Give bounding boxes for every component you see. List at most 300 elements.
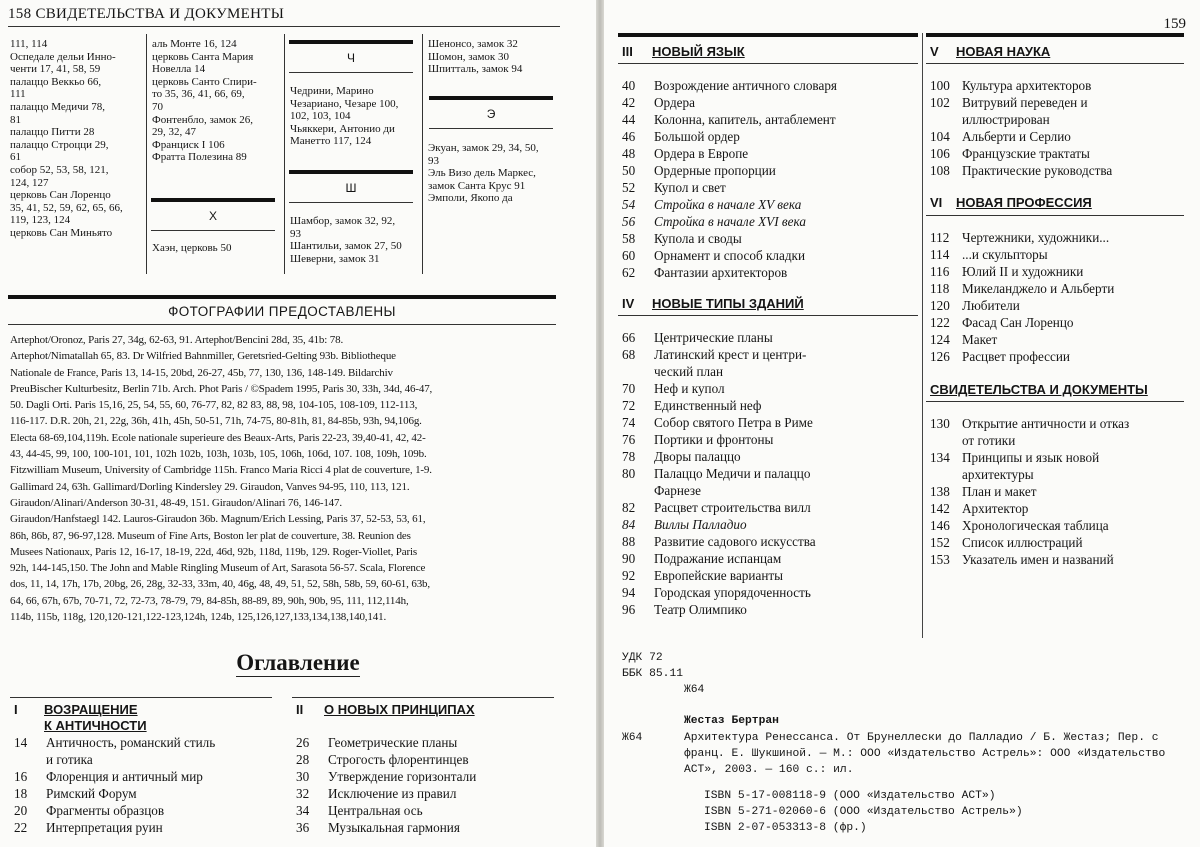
book-description-line-1: Архитектура Ренессанса. От Брунеллески до Палладио / Б. Жестаз; Пер. с — [684, 732, 1159, 744]
toc-entry — [14, 802, 276, 819]
toc-page-number: 130 — [930, 416, 950, 431]
toc-page-number: 138 — [930, 484, 950, 499]
toc-entry-title: Стройка в начале XVI века — [654, 214, 806, 229]
toc-page-number: 88 — [622, 534, 636, 549]
toc-list-chapter-3 — [622, 77, 922, 281]
toc-entry-title: Центральная ось — [328, 803, 423, 818]
column-divider — [922, 33, 923, 638]
toc-entry-title: Орнамент и способ кладки — [654, 248, 805, 263]
column-divider — [284, 34, 285, 274]
toc-entry-title: Античность, романский стиль — [46, 735, 216, 750]
isbn-line-2: ISBN 5-271-02060-6 (ООО «Издательство Астрель») — [704, 806, 1023, 818]
text-line: 70 — [152, 100, 163, 113]
toc-entry — [622, 550, 922, 567]
text-line: 93 — [290, 227, 301, 240]
toc-entry-title: Витрувий переведен и — [962, 95, 1088, 110]
toc-page-number: 62 — [622, 265, 636, 280]
toc-entry — [930, 94, 1188, 111]
book-description-line-3: АСТ», 2003. — 160 с.: ил. — [684, 764, 854, 776]
toc-entry-title: Чертежники, художники... — [962, 230, 1110, 245]
letter-heading-ch: Ч — [289, 40, 413, 73]
text-line: Electa 68-69,104,119h. Ecole nationale superieure des Beaux-Arts, Paris 22-23, 39,40-41, 42, 42- — [10, 431, 426, 444]
toc-entry — [622, 111, 922, 128]
photo-section-rule — [8, 324, 556, 325]
text-line: Чезариано, Чезаре 100, — [290, 97, 399, 110]
toc-entry — [622, 499, 922, 516]
toc-entry — [622, 329, 922, 346]
toc-entry — [14, 768, 276, 785]
toc-page-number — [930, 432, 962, 449]
photo-credits — [10, 332, 554, 625]
text-line: замок Санта Крус 91 — [428, 179, 526, 192]
text-line: Шенонсо, замок 32 — [428, 38, 518, 50]
text-line: Giraudon/Hanfstaegl 142. Lauros-Giraudon 36b. Magnum/Erich Lessing, Paris 37, 52-53, 53, 61, — [10, 513, 426, 526]
toc-entry — [622, 128, 922, 145]
toc-entry-title: иллюстрирован — [962, 112, 1050, 127]
text-line: палаццо Медичи 78, — [10, 100, 106, 113]
toc-entry-title: Указатель имен и названий — [962, 552, 1114, 567]
toc-page-number: 58 — [622, 231, 636, 246]
chapter-5-heading: V НОВАЯ НАУКА — [930, 44, 1051, 59]
index-column-3 — [290, 85, 418, 148]
text-line: палаццо Строцци 29, — [10, 138, 109, 151]
toc-list-chapter-2 — [296, 734, 558, 836]
toc-entry — [296, 734, 558, 751]
toc-page-number: 96 — [622, 602, 636, 617]
chapter-rule — [292, 697, 554, 698]
text-line: церковь Сан Миньято — [10, 226, 113, 239]
toc-entry — [930, 145, 1188, 162]
text-line: Artephot/Nimatallah 65, 83. Dr Wilfried Bahnmiller, Geretsried-Gelting 93b. Bibliotheque — [10, 350, 396, 363]
toc-entry — [930, 483, 1188, 500]
toc-page-number: 18 — [14, 786, 28, 801]
toc-entry-title: от готики — [962, 433, 1016, 448]
letter-heading-kh: Х — [151, 198, 275, 231]
text-line: Шомон, замок 30 — [428, 50, 510, 63]
chapter-rule — [926, 63, 1184, 64]
toc-page-number: 116 — [930, 264, 950, 279]
toc-entry — [622, 516, 922, 533]
text-line: Шантильи, замок 27, 50 — [290, 240, 402, 253]
toc-page-number: 68 — [622, 347, 636, 362]
toc-entry — [622, 397, 922, 414]
isbn-line-3: ISBN 2-07-053313-8 (фр.) — [704, 822, 867, 834]
toc-page-number: 50 — [622, 163, 636, 178]
toc-entry — [930, 534, 1188, 551]
index-column-1 — [10, 38, 138, 240]
toc-page-number: 28 — [296, 752, 310, 767]
toc-page-number: 104 — [930, 129, 950, 144]
index-column-2 — [152, 38, 280, 164]
toc-entry — [930, 314, 1188, 331]
toc-entry — [622, 230, 922, 247]
toc-page-number: 16 — [14, 769, 28, 784]
text-line: палаццо Питти 28 — [10, 126, 95, 139]
toc-entry — [930, 348, 1188, 365]
toc-entry — [622, 465, 922, 482]
toc-entry-title: Колонна, капитель, антаблемент — [654, 112, 836, 127]
toc-entry — [930, 466, 1188, 483]
toc-entry-title: Подражание испанцам — [654, 551, 782, 566]
toc-entry — [930, 263, 1188, 280]
header-rule — [8, 26, 560, 27]
toc-entry — [622, 346, 922, 363]
toc-page-number: 82 — [622, 500, 636, 515]
toc-entry-title: Практические руководства — [962, 163, 1113, 178]
toc-list-chapter-5 — [930, 77, 1188, 179]
text-line: Экуан, замок 29, 34, 50, — [428, 142, 539, 154]
toc-entry-title: Фрагменты образцов — [46, 803, 165, 818]
toc-entry-title: Стройка в начале XV века — [654, 197, 802, 212]
section-bar — [618, 33, 918, 37]
toc-entry-title: Римский Форум — [46, 786, 137, 801]
text-line: Шпитталь, замок 94 — [428, 63, 523, 76]
toc-entry-title: Альберти и Серлио — [962, 129, 1071, 144]
author-code-2: Ж64 — [622, 732, 643, 744]
toc-entry-title: Купола и своды — [654, 231, 742, 246]
toc-entry-title: Неф и купол — [654, 381, 725, 396]
toc-page-number — [930, 466, 962, 483]
column-divider — [422, 34, 423, 274]
toc-page-number: 124 — [930, 332, 950, 347]
toc-page-number: 44 — [622, 112, 636, 127]
index-column-3-bottom — [290, 215, 418, 265]
toc-page-number: 36 — [296, 820, 310, 835]
text-line: собор 52, 53, 58, 121, — [10, 163, 109, 176]
toc-page-number: 76 — [622, 432, 636, 447]
text-line: 50. Dagli Orti. Paris 15,16, 25, 54, 55, 60, 76-77, 82, 82 83, 88, 98, 104-105, 108-109, 112-113, — [10, 399, 418, 412]
toc-page-number: 48 — [622, 146, 636, 161]
toc-entry — [930, 500, 1188, 517]
text-line: 93 — [428, 154, 439, 167]
toc-entry-title: Фарнезе — [654, 483, 701, 498]
text-line: 64, 66, 67h, 67b, 70-71, 72, 72-73, 78-79, 79, 84-85h, 88-89, 89, 90h, 90b, 95, 111, 112,114h, — [10, 594, 409, 607]
chapter-7-heading: СВИДЕТЕЛЬСТВА И ДОКУМЕНТЫ — [930, 382, 1148, 397]
text-line: 111, 114 — [10, 38, 48, 50]
toc-page-number — [14, 751, 46, 768]
text-line: Giraudon/Alinari/Anderson 30-31, 48-49, 151. Giraudon/Alinari 76, 146-147. — [10, 496, 342, 509]
toc-page-number: 108 — [930, 163, 950, 178]
toc-page-number: 14 — [14, 735, 28, 750]
toc-entry — [296, 768, 558, 785]
toc-entry — [930, 246, 1188, 263]
toc-entry-title: Виллы Палладио — [654, 517, 747, 532]
toc-entry-title: архитектуры — [962, 467, 1034, 482]
toc-entry — [14, 734, 276, 751]
toc-entry — [14, 819, 276, 836]
toc-page-number: 60 — [622, 248, 636, 263]
toc-entry-title: Единственный неф — [654, 398, 762, 413]
toc-page-number: 46 — [622, 129, 636, 144]
text-line: Gallimard 24, 63h. Gallimard/Dorling Kindersley 29. Giraudon, Vanves 94-95, 110, 113, 121. — [10, 480, 410, 493]
toc-entry — [622, 264, 922, 281]
toc-page-number: 70 — [622, 381, 636, 396]
toc-page-number: 92 — [622, 568, 636, 583]
text-line: церковь Сан Лоренцо — [10, 189, 111, 202]
text-line: 81 — [10, 113, 21, 126]
photo-credits-title: ФОТОГРАФИИ ПРЕДОСТАВЛЕНЫ — [168, 304, 396, 319]
toc-entry-title: Расцвет строительства вилл — [654, 500, 811, 515]
toc-entry-title: Интерпретация руин — [46, 820, 163, 835]
text-line: аль Монте 16, 124 — [152, 38, 237, 50]
section-bar — [926, 33, 1184, 37]
toc-entry-title: Ордера — [654, 95, 695, 110]
text-line: Манетто 117, 124 — [290, 135, 372, 148]
toc-page-number: 120 — [930, 298, 950, 313]
toc-entry — [296, 785, 558, 802]
toc-entry — [622, 247, 922, 264]
text-line: 114b, 115b, 118g, 120,120-121,122-123,124h, 124b, 125,126,127,133,134,138,140,141. — [10, 611, 387, 624]
toc-entry-title: Латинский крест и центри- — [654, 347, 807, 362]
text-line: 92h, 144-145,150. The John and Mable Ringling Museum of Art, Sarasota 56-57. Scala, Florence — [10, 562, 426, 575]
toc-entry — [930, 297, 1188, 314]
toc-page-number: 126 — [930, 349, 950, 364]
text-line: палаццо Веккьо 66, — [10, 75, 102, 88]
toc-entry — [930, 432, 1188, 449]
chapter-rule — [618, 63, 918, 64]
chapter-4-heading: IV НОВЫЕ ТИПЫ ЗДАНИЙ — [622, 296, 804, 311]
text-line: 111 — [10, 88, 26, 101]
toc-page-number: 114 — [930, 247, 950, 262]
author-code: Ж64 — [684, 684, 705, 696]
isbn-line-1: ISBN 5-17-008118-9 (ООО «Издательство АСТ») — [704, 790, 996, 802]
text-line: Оспедале дельи Инно- — [10, 50, 116, 63]
toc-entry-title: Возрождение античного словаря — [654, 78, 837, 93]
toc-page-number: 54 — [622, 197, 636, 212]
toc-entry-title: Ордера в Европе — [654, 146, 749, 161]
toc-entry — [14, 751, 276, 768]
toc-entry-title: Исключение из правил — [328, 786, 457, 801]
letter-heading-e: Э — [429, 96, 553, 129]
index-column-4-bottom — [428, 142, 556, 205]
toc-entry-title: Хронологическая таблица — [962, 518, 1109, 533]
text-line: Эмполи, Якопо да — [428, 192, 513, 205]
text-line: Фонтенбло, замок 26, — [152, 113, 253, 126]
toc-page-number: 66 — [622, 330, 636, 345]
book-description-line-2: франц. Е. Шукшиной. — М.: ООО «Издательство Астрель»: ООО «Издательство — [684, 748, 1166, 760]
text-line: PreuBischer Kulturbesitz, Berlin 71b. Arch. Phot Paris / ©Spadem 1995, Paris 30, 33h, 34d, 46-47, — [10, 382, 433, 395]
toc-entry — [622, 162, 922, 179]
chapter-rule — [926, 215, 1184, 216]
chapter-rule — [618, 315, 918, 316]
toc-entry-title: Развитие садового искусства — [654, 534, 816, 549]
toc-entry — [14, 785, 276, 802]
left-page — [0, 0, 596, 847]
toc-entry-title: Строгость флорентинцев — [328, 752, 469, 767]
text-line: 61 — [10, 151, 21, 164]
text-line: церковь Санто Спири- — [152, 75, 257, 88]
toc-list-chapter-6 — [930, 229, 1188, 365]
chapter-6-heading: VI НОВАЯ ПРОФЕССИЯ — [930, 195, 1092, 210]
toc-entry — [622, 584, 922, 601]
toc-entry — [622, 94, 922, 111]
toc-page-number: 20 — [14, 803, 28, 818]
toc-entry-title: Центрические планы — [654, 330, 773, 345]
text-line: Франциск I 106 — [152, 138, 225, 151]
toc-entry-title: Палаццо Медичи и палаццо — [654, 466, 811, 481]
text-line: Шеверни, замок 31 — [290, 252, 380, 265]
toc-page-number: 122 — [930, 315, 950, 330]
toc-list-chapter-1 — [14, 734, 276, 836]
toc-entry-title: Французские трактаты — [962, 146, 1090, 161]
toc-entry-title: Европейские варианты — [654, 568, 783, 583]
toc-page-number: 22 — [14, 820, 28, 835]
toc-entry — [622, 482, 922, 499]
toc-page-number: 26 — [296, 735, 310, 750]
toc-entry-title: и готика — [46, 752, 93, 767]
toc-entry-title: Музыкальная гармония — [328, 820, 460, 835]
toc-entry — [622, 363, 922, 380]
toc-entry — [930, 551, 1188, 568]
toc-entry — [622, 77, 922, 94]
toc-entry — [930, 280, 1188, 297]
text-line: церковь Санта Мария — [152, 50, 254, 63]
text-line: 124, 127 — [10, 176, 49, 189]
toc-entry-title: Дворы палаццо — [654, 449, 741, 464]
page-number: 159 — [1163, 16, 1186, 32]
toc-entry — [622, 448, 922, 465]
photo-section-bar — [8, 295, 556, 299]
text-line: Чедрини, Марино — [290, 85, 374, 97]
toc-page-number: 30 — [296, 769, 310, 784]
running-header: 158 СВИДЕТЕЛЬСТВА И ДОКУМЕНТЫ — [8, 6, 285, 22]
text-line: Nationale de France, Paris 13, 14-15, 20bd, 26-27, 45b, 77, 130, 136, 148-149. Bildarchiv — [10, 366, 393, 379]
toc-entry-title: Портики и фронтоны — [654, 432, 774, 447]
toc-page-number: 40 — [622, 78, 636, 93]
toc-page-number — [930, 111, 962, 128]
toc-page-number — [622, 363, 654, 380]
toc-entry-title: Любители — [962, 298, 1020, 313]
toc-entry — [622, 380, 922, 397]
toc-page-number: 153 — [930, 552, 950, 567]
text-line: 116-117. D.R. 20h, 21, 22g, 36h, 41h, 45h, 50-51, 71h, 74-75, 80-81h, 81, 84-85b, 93h, 94,106g. — [10, 415, 422, 428]
text-line: 119, 123, 124 — [10, 214, 71, 227]
bbk-code: ББК 85.11 — [622, 668, 684, 680]
toc-entry — [930, 415, 1188, 432]
text-line: 43, 44-45, 99, 100, 100-101, 101, 102h 102b, 103h, 103b, 105, 106h, 106d, 107. 108, 109h, 109b. — [10, 448, 427, 461]
toc-page-number: 134 — [930, 450, 950, 465]
toc-page-number: 78 — [622, 449, 636, 464]
text-line: 29, 32, 47 — [152, 126, 196, 139]
toc-page-number: 94 — [622, 585, 636, 600]
toc-entry-title: Юлий II и художники — [962, 264, 1084, 279]
chapter-2-heading: II О НОВЫХ ПРИНЦИПАХ — [296, 702, 475, 717]
text-line: Хаэн, церковь 50 — [152, 242, 232, 254]
chapter-rule — [926, 401, 1184, 402]
toc-entry — [930, 449, 1188, 466]
toc-entry-title: Культура архитекторов — [962, 78, 1092, 93]
toc-entry — [622, 213, 922, 230]
toc-entry-title: Архитектор — [962, 501, 1029, 516]
toc-page-number: 52 — [622, 180, 636, 195]
toc-entry-title: Собор святого Петра в Риме — [654, 415, 813, 430]
toc-entry-title: Геометрические планы — [328, 735, 458, 750]
toc-entry — [296, 802, 558, 819]
text-line: Шамбор, замок 32, 92, — [290, 215, 396, 227]
chapter-1-heading: I ВОЗРАЩЕНИЕ К АНТИЧНОСТИ — [14, 702, 147, 733]
toc-page-number — [622, 482, 654, 499]
toc-entry-title: Принципы и язык новой — [962, 450, 1100, 465]
toc-entry — [930, 331, 1188, 348]
toc-entry — [622, 414, 922, 431]
text-line: Эль Визо дель Маркес, — [428, 167, 536, 180]
toc-entry — [930, 128, 1188, 145]
right-page — [604, 0, 1200, 847]
toc-page-number: 72 — [622, 398, 636, 413]
toc-entry-title: Макет — [962, 332, 998, 347]
toc-entry — [296, 819, 558, 836]
toc-page-number: 118 — [930, 281, 950, 296]
toc-entry-title: Открытие античности и отказ — [962, 416, 1130, 431]
toc-entry-title: Флоренция и античный мир — [46, 769, 203, 784]
udk-code: УДК 72 — [622, 652, 663, 664]
toc-entry-title: Фантазии архитекторов — [654, 265, 788, 280]
chapter-3-heading: III НОВЫЙ ЯЗЫК — [622, 44, 745, 59]
text-line: 102, 103, 104 — [290, 110, 351, 123]
toc-entry-title: Городская упорядоченность — [654, 585, 811, 600]
column-divider — [146, 34, 147, 274]
toc-entry — [622, 567, 922, 584]
text-line: Новелла 14 — [152, 63, 206, 76]
text-line: ченти 17, 41, 58, 59 — [10, 63, 101, 76]
toc-page-number: 74 — [622, 415, 636, 430]
text-line: то 35, 36, 41, 66, 69, — [152, 88, 245, 101]
toc-page-number: 32 — [296, 786, 310, 801]
text-line: dos, 11, 14, 17h, 17b, 20bg, 26, 28g, 32-33, 33m, 40, 46g, 48, 49, 51, 52, 58h, 58b, 59, 60-61, 63b, — [10, 578, 431, 591]
toc-list-chapter-4 — [622, 329, 922, 618]
letter-heading-sh: Ш — [289, 170, 413, 203]
toc-page-number: 152 — [930, 535, 950, 550]
toc-entry — [622, 145, 922, 162]
toc-page-number: 34 — [296, 803, 310, 818]
text-line: Musees Nationaux, Paris 12, 16-17, 18-19, 22d, 46d, 92b, 118d, 119b, 129. Roger-Viollet, Paris — [10, 545, 418, 558]
text-line: 35, 41, 52, 59, 62, 65, 66, — [10, 201, 123, 214]
toc-entry — [622, 533, 922, 550]
toc-page-number: 56 — [622, 214, 636, 229]
toc-entry-title: Расцвет профессии — [962, 349, 1070, 364]
toc-entry-title: План и макет — [962, 484, 1037, 499]
toc-entry-title: Театр Олимпико — [654, 602, 747, 617]
toc-entry-title: ...и скульпторы — [962, 247, 1048, 262]
toc-page-number: 112 — [930, 230, 950, 245]
toc-entry-title: Большой ордер — [654, 129, 740, 144]
toc-entry-title: ческий план — [654, 364, 724, 379]
book-gutter — [596, 0, 604, 847]
toc-entry — [930, 229, 1188, 246]
toc-title: Оглавление — [236, 650, 360, 675]
toc-page-number: 100 — [930, 78, 950, 93]
toc-entry — [930, 517, 1188, 534]
toc-entry — [930, 111, 1188, 128]
toc-entry-title: Фасад Сан Лоренцо — [962, 315, 1074, 330]
toc-entry-title: Список иллюстраций — [962, 535, 1083, 550]
toc-entry-title: Утверждение горизонтали — [328, 769, 477, 784]
text-line: Fitzwilliam Museum, University of Cambridge 115h. Franco Maria Ricci 4 plat de couverture, 1-9. — [10, 464, 432, 477]
toc-list-chapter-7 — [930, 415, 1188, 568]
toc-entry — [296, 751, 558, 768]
toc-page-number: 80 — [622, 466, 636, 481]
chapter-rule — [10, 697, 272, 698]
text-line: 86h, 86b, 87, 96-97,128. Museum of Fine Arts, Boston ler plat de couverture, 38. Reunion des — [10, 529, 411, 542]
toc-page-number: 90 — [622, 551, 636, 566]
author-name: Жестаз Бертран — [684, 715, 779, 727]
toc-entry — [622, 601, 922, 618]
toc-entry — [622, 196, 922, 213]
toc-page-number: 106 — [930, 146, 950, 161]
toc-entry-title: Микеланджело и Альберти — [962, 281, 1115, 296]
toc-entry — [930, 77, 1188, 94]
text-line: Чьяккери, Антонио ди — [290, 122, 395, 135]
